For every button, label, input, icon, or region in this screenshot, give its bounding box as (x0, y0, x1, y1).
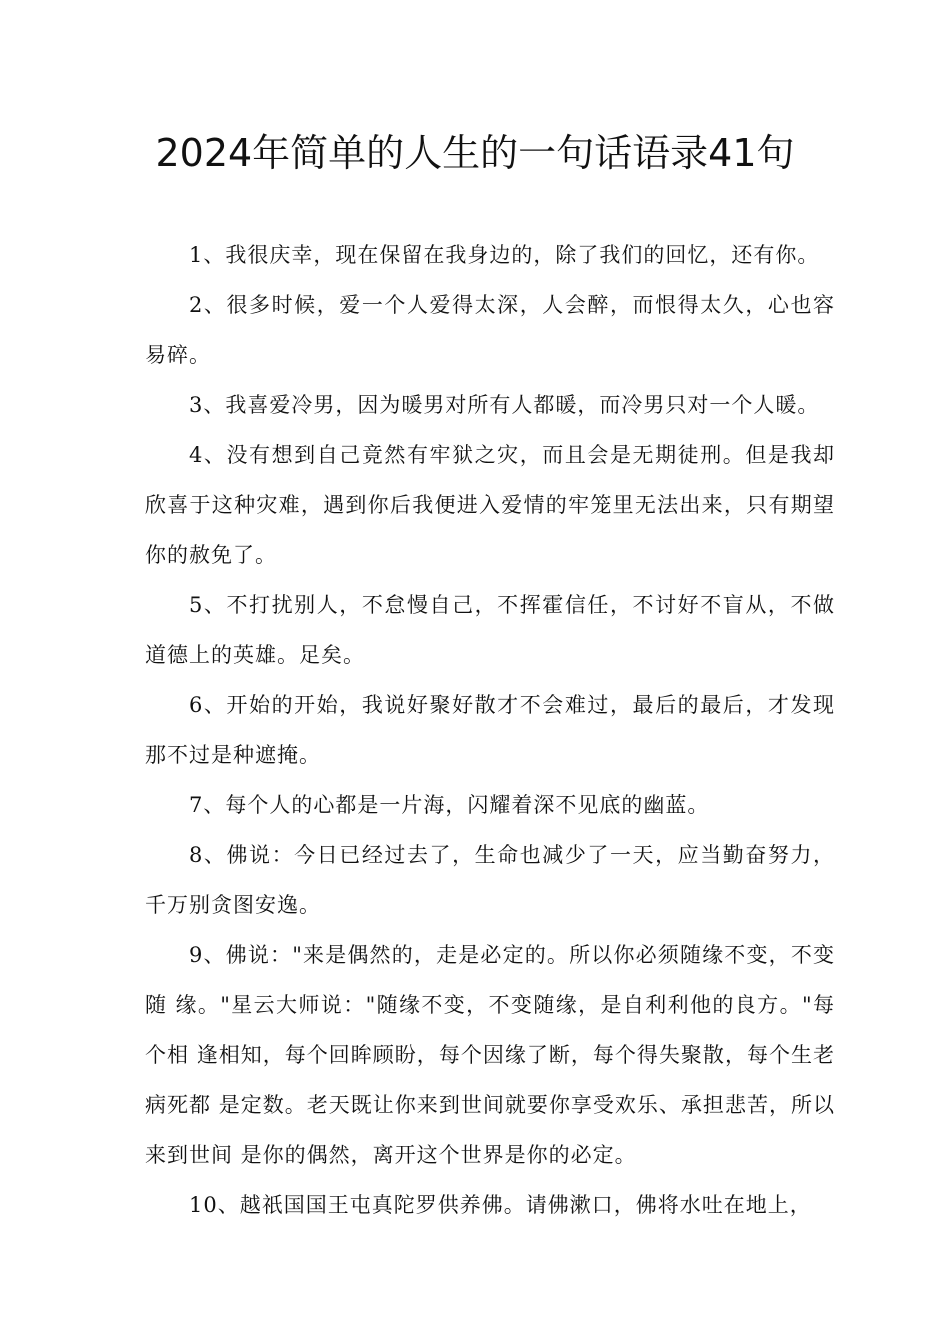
paragraph-1: 1、我很庆幸，现在保留在我身边的，除了我们的回忆，还有你。 (189, 243, 820, 267)
paragraph-3: 3、我喜爱冷男，因为暖男对所有人都暖，而冷男只对一个人暖。 (189, 393, 820, 417)
paragraph-10: 10、越祇国国王屯真陀罗供养佛。请佛漱口，佛将水吐在地上， (189, 1193, 812, 1217)
paragraph-7: 7、每个人的心都是一片海，闪耀着深不见底的幽蓝。 (189, 793, 710, 817)
document-title: 2024年简单的人生的一句话语录41句 (155, 131, 795, 175)
paragraph-6: 6、开始的开始，我说好聚好散才不会难过，最后的最后，才发现那不过是种遮掩。 (145, 693, 835, 767)
paragraph-8: 8、佛说：今日已经过去了，生命也减少了一天，应当勤奋努力，千万别贪图安逸。 (145, 843, 835, 917)
document-body (145, 230, 835, 1230)
paragraph-4: 4、没有想到自己竟然有牢狱之灾，而且会是无期徒刑。但是我却欣喜于这种灾难，遇到你后我便进入爱情的牢笼里无法出来，只有期望你的赦免了。 (145, 443, 835, 567)
paragraph-5: 5、不打扰别人，不怠慢自己，不挥霍信任，不讨好不盲从，不做道德上的英雄。足矣。 (145, 593, 835, 667)
paragraph-9: 9、佛说："来是偶然的，走是必定的。所以你必须随缘不变，不变随 缘。"星云大师说："随缘不变，不变随缘，是自利利他的良方。"每个相 逢相知，每个回眸顾盼，每个因缘了断，每个得失聚散，每个生老病死都 是定数。老天既让你来到世间就要你享受欢乐、承担悲苦，所以来到世间 是你的偶然，离开这个世界是你的必定。 (145, 943, 835, 1167)
paragraph-2: 2、很多时候，爱一个人爱得太深，人会醉，而恨得太久，心也容易碎。 (145, 293, 835, 367)
